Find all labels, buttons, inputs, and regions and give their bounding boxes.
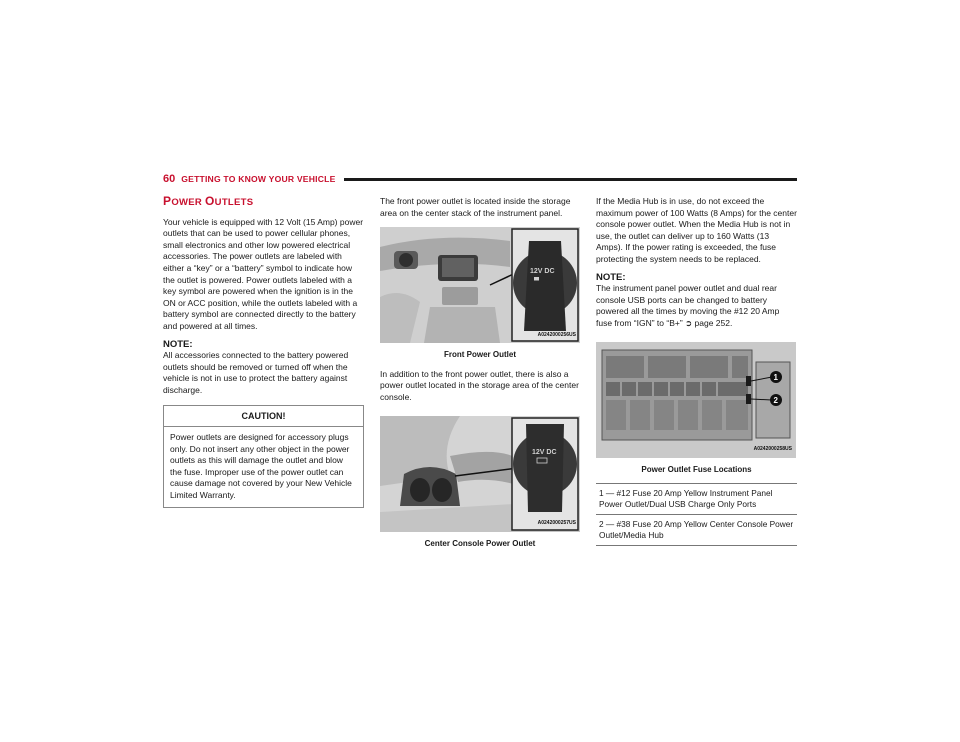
console-outlet-paragraph: In addition to the front power outlet, there is also a power outlet located in the storage area of the center console. xyxy=(380,368,579,402)
page-header xyxy=(163,172,797,186)
fuse-figure-caption: Power Outlet Fuse Locations xyxy=(641,464,752,474)
callout-1: 1 xyxy=(773,372,778,382)
fuse-row-1: 1 — #12 Fuse 20 Amp Yellow Instrument Panel Power Outlet/Dual USB Charge Only Ports xyxy=(596,484,797,515)
note-label-2: NOTE: xyxy=(596,271,626,283)
front-figure-caption: Front Power Outlet xyxy=(444,350,516,360)
fuse-table xyxy=(596,483,797,546)
caution-box xyxy=(163,405,364,508)
note-text: All accessories connected to the battery powered outlets should be removed or turned off when the vehicle is not in use to protect the battery against discharge. xyxy=(163,350,349,395)
console-figure-code: A0242000257US xyxy=(537,519,576,526)
page-number: 60 xyxy=(163,173,176,185)
front-outlet-label: 12V DC xyxy=(530,268,555,276)
center-console-outlet-image xyxy=(380,416,580,532)
column-right xyxy=(596,196,797,546)
table-row xyxy=(596,484,797,515)
section-title: POWER OUTLETS xyxy=(163,194,254,208)
console-outlet-label: 12V DC xyxy=(532,448,557,456)
front-figure-code: A0242000256US xyxy=(537,331,576,338)
caution-text: Power outlets are designed for accessory plugs only. Do not insert any other object in the power outlets as this will damage the outlet and blow the fuse. Improper use of the power outlet can cause damage not covered by your New Vehicle Limited Warranty. xyxy=(170,432,352,501)
console-figure-caption: Center Console Power Outlet xyxy=(424,538,536,548)
media-hub-paragraph: If the Media Hub is in use, do not exceed the maximum power of 100 Watts (8 Amps) for the center console power outlet. When the Media Hub is not in use, the outlet can deliver up to 160 Watts (13 Amps). If the power rating is exceeded, the fuse protecting the system needs to be replaced. xyxy=(596,196,797,264)
callout-2: 2 xyxy=(773,395,778,405)
fuse-locations-image xyxy=(596,342,796,458)
note-text-2: The instrument panel power outlet and dual rear console USB ports can be changed to battery powered all the times by moving the #12 20 Amp fuse from “IGN” to “B+” ➲ page 252. xyxy=(596,283,780,328)
fuse-row-2: 2 — #38 Fuse 20 Amp Yellow Center Console Power Outlet/Media Hub xyxy=(596,515,797,546)
table-row xyxy=(596,515,797,546)
header-rule xyxy=(344,178,798,181)
front-outlet-paragraph: The front power outlet is located inside the storage area on the center stack of the instrument panel. xyxy=(380,196,571,218)
front-power-outlet-image xyxy=(380,227,580,343)
caution-title: CAUTION! xyxy=(164,406,363,428)
fuse-figure-code: A0242000258US xyxy=(753,445,792,452)
note-label: NOTE: xyxy=(163,338,193,350)
intro-paragraph: Your vehicle is equipped with 12 Volt (15 Amp) power outlets that can be used to power cellular phones, small electronics and other low powered electrical accessories. The power outlets are labeled with either a “key” or a “battery” symbol to indicate how the outlet is powered. Power outlets labeled with a key symbol are powered when the ignition is in the ON or ACC position, while the outlets labeled with a battery symbol are connected directly to the battery and powered at all times. xyxy=(163,216,364,331)
running-title: GETTING TO KNOW YOUR VEHICLE xyxy=(181,174,336,184)
column-left xyxy=(163,196,364,508)
column-middle xyxy=(380,196,580,557)
